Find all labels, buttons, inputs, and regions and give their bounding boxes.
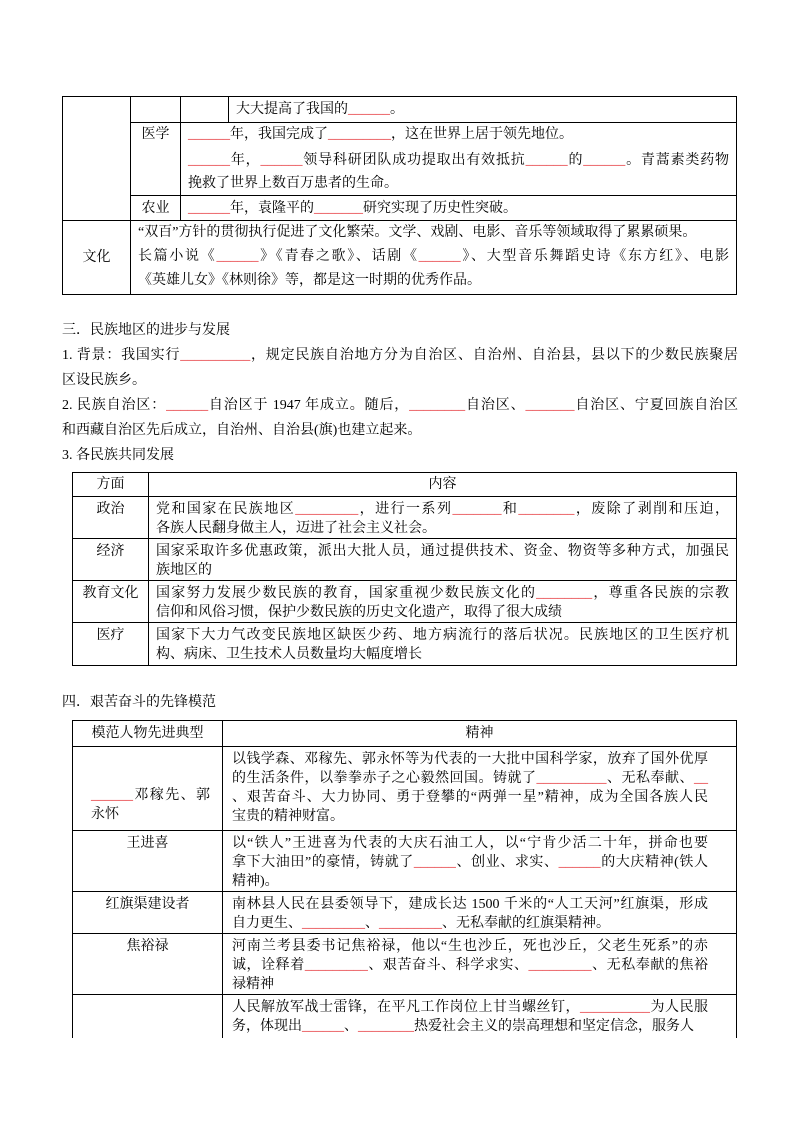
- aspect-label-education: 教育文化: [82, 586, 139, 601]
- text-line: 的生活条件，以拳拳赤子之心毅然回国。铸就了__________、无私奉献、__: [232, 771, 708, 786]
- paragraph: [80, 895, 215, 914]
- paragraph: [232, 998, 708, 1036]
- role-model-table: [72, 720, 737, 1038]
- blank-underline: __________: [180, 348, 251, 363]
- paragraph: [62, 393, 738, 443]
- paragraph: [80, 834, 215, 853]
- table-row-culture: [63, 221, 737, 295]
- text-line: 区设民族乡。: [62, 373, 146, 388]
- person-cell: [73, 934, 223, 995]
- category-cell-science: [63, 97, 131, 221]
- blank-underline: ______: [302, 1019, 344, 1034]
- aspect-label-economy: 经济: [96, 544, 125, 559]
- field-label-medicine: 医学: [141, 127, 170, 142]
- paragraph: [156, 584, 729, 622]
- blank-underline: __: [694, 771, 708, 786]
- text-line: ______年，袁隆平的_______研究实现了历史性突破。: [188, 197, 729, 220]
- text-line: 永怀: [91, 807, 119, 822]
- table-row-medicine: [63, 123, 737, 196]
- text-line: 、艰苦奋斗、大力协同、勇于登攀的“两弹一星”精神，成为全国各族人民: [232, 790, 708, 805]
- section-heading: 三．民族地区的进步与发展: [62, 323, 230, 338]
- table-row: [73, 995, 737, 1038]
- blank-underline: ______: [583, 153, 626, 168]
- text-line: 3. 各民族共同发展: [62, 448, 174, 463]
- aspect-cell: [73, 581, 149, 623]
- text-line: 族地区的: [156, 563, 212, 578]
- text-line: 王进喜: [126, 836, 169, 851]
- text-line: 务，体现出______、________热爱社会主义的崇高理想和坚定信念，服务人: [232, 1019, 694, 1034]
- paragraph: [232, 750, 708, 826]
- paragraph: [188, 149, 729, 195]
- text-line: 河南兰考县委书记焦裕禄，他以“生也沙丘，死也沙丘，父老生死系”的赤: [232, 939, 708, 954]
- spirit-cell: [223, 831, 737, 892]
- table-row: [73, 934, 737, 995]
- blank-underline: __________: [580, 1000, 650, 1015]
- person-cell: [73, 892, 223, 934]
- aspect-cell: [73, 497, 149, 539]
- text-line: 诚，诠释着_________、艰苦奋斗、科学求实、_________、无私奉献的焦裕: [232, 958, 709, 973]
- spirit-cell: [223, 747, 737, 831]
- content-cell: [149, 581, 737, 623]
- blank-underline: ______: [525, 153, 568, 168]
- blank-underline: ________: [409, 398, 466, 413]
- blank-underline: ________: [536, 586, 593, 601]
- text-line: 以“铁人”王进喜为代表的大庆石油工人，以“宁肯少活二十年，拼命也要: [232, 836, 708, 851]
- paragraph: [138, 221, 729, 245]
- table-row: [73, 581, 737, 623]
- blank-underline: _______: [452, 502, 502, 517]
- content-cell-culture: [131, 221, 737, 295]
- blank-underline: ________: [518, 502, 575, 517]
- table-row: [73, 892, 737, 934]
- header-person: 模范人物先进典型: [91, 726, 204, 741]
- blank-underline: ______: [166, 398, 209, 413]
- ethnic-development-table: [72, 472, 737, 666]
- blank-underline: ______: [91, 788, 133, 803]
- text-line: 以钱学森、邓稼先、郭永怀等为代表的一大批中国科学家，放弃了国外优厚: [232, 752, 708, 767]
- paragraph: [62, 443, 738, 468]
- paragraph: [91, 786, 210, 824]
- header-cell-aspect: [73, 473, 149, 497]
- table-row: [73, 747, 737, 831]
- text-line: 精神)。: [232, 874, 279, 889]
- empty-cell: [181, 97, 229, 123]
- blank-underline: ______: [188, 153, 230, 168]
- aspect-label-politics: 政治: [96, 502, 125, 517]
- field-label-agriculture: 农业: [141, 200, 170, 216]
- table-row: [73, 831, 737, 892]
- person-cell: [73, 747, 223, 831]
- header-cell-spirit: [223, 721, 737, 747]
- header-cell-person: [73, 721, 223, 747]
- person-cell: [73, 995, 223, 1038]
- section-body: [62, 343, 738, 468]
- text-line: ______年，我国完成了_________，这在世界上居于领先地位。: [188, 123, 729, 146]
- blank-underline: ________: [358, 1019, 414, 1034]
- content-cell: [149, 497, 737, 539]
- text-line: ______邓稼先、郭: [91, 788, 210, 803]
- paragraph: [156, 500, 729, 538]
- text-line: 《英雄儿女》《林则徐》等，都是这一时期的优秀作品。: [138, 273, 481, 288]
- paragraph: [80, 937, 215, 956]
- text-line: ______年，______领导科研团队成功提取出有效抵抗______的______。青蒿素类药物: [188, 149, 729, 172]
- section-role-models: [62, 690, 738, 715]
- spirit-cell: [223, 892, 737, 934]
- aspect-label-medical: 医疗: [96, 628, 125, 643]
- paragraph: [188, 197, 729, 220]
- table-row: [63, 97, 737, 123]
- aspect-cell: [73, 623, 149, 666]
- blank-underline: _________: [328, 127, 391, 142]
- table-row: [73, 539, 737, 581]
- text-line: 宝贵的精神财富。: [232, 809, 344, 824]
- section-heading: 四．艰苦奋斗的先锋模范: [62, 695, 216, 710]
- table-row: [73, 623, 737, 666]
- blank-underline: _________: [304, 958, 368, 973]
- paragraph: [62, 343, 738, 393]
- category-cell-culture: [63, 221, 131, 295]
- text-line: 国家采取许多优惠政策，派出大批人员，通过提供技术、资金、物资等多种方式，加强民: [156, 544, 729, 559]
- text-line: 长篇小说《______》《青春之歌》、话剧《______》、大型音乐舞蹈史诗《东方红》、电影: [138, 245, 729, 269]
- text-line: 构、病床、卫生技术人员数量均大幅度增长: [156, 647, 422, 662]
- table-row-agriculture: [63, 196, 737, 221]
- category-label-culture: 文化: [82, 249, 111, 265]
- paragraph: [188, 123, 729, 146]
- text-line: 2. 民族自治区：______自治区于 1947 年成立。随后，________自治区、_______自治区、宁夏回族自治区: [62, 393, 738, 418]
- header-aspect: 方面: [96, 477, 125, 492]
- header-content: 内容: [428, 477, 457, 492]
- text-line: “双百”方针的贯彻执行促进了文化繁荣。文学、戏剧、电影、音乐等领域取得了累累硕果。: [138, 225, 697, 240]
- blank-underline: ______: [418, 249, 461, 264]
- text-line: 和西藏自治区先后成立，自治州、自治县(旗)也建立起来。: [62, 423, 422, 438]
- field-label-cell: [131, 196, 181, 221]
- empty-cell: [131, 97, 181, 123]
- blank-underline: _________: [379, 916, 442, 931]
- section-ethnic-regions: [62, 318, 738, 468]
- blank-underline: ______: [558, 855, 601, 870]
- text-line: 国家下大力气改变民族地区缺医少药、地方病流行的落后状况。民族地区的卫生医疗机: [156, 628, 729, 643]
- text-line: 党和国家在民族地区_________，进行一系列_______和________，废除了剥削和压迫，: [156, 502, 730, 517]
- spirit-cell: [223, 934, 737, 995]
- text-line: 挽救了世界上数百万患者的生命。: [188, 176, 398, 191]
- blank-underline: _________: [528, 958, 592, 973]
- blank-underline: ______: [188, 200, 230, 216]
- person-cell: [73, 831, 223, 892]
- paragraph: [156, 542, 729, 580]
- field-label-cell: [131, 123, 181, 196]
- paragraph: [236, 98, 729, 122]
- blank-underline: __________: [536, 771, 607, 786]
- table-header-row: [73, 721, 737, 747]
- text-line: 南林县人民在县委领导下，建成长达 1500 千米的“人工天河”红旗渠，形成: [232, 897, 708, 912]
- table-header-row: [73, 473, 737, 497]
- table-row: [73, 497, 737, 539]
- blank-underline: ______: [188, 127, 230, 142]
- blank-underline: _________: [302, 916, 365, 931]
- text-line: 自力更生、_________、_________、无私奉献的红旗渠精神。: [232, 916, 610, 931]
- blank-underline: _______: [525, 398, 575, 413]
- blank-underline: _________: [295, 502, 359, 517]
- text-line: 禄精神: [232, 977, 274, 992]
- text-line: 1. 背景：我国实行__________，规定民族自治地方分为自治区、自治州、自治县，县以下的少数民族聚居: [62, 343, 738, 368]
- text-line: 大大提高了我国的______。: [236, 98, 729, 122]
- paragraph: [232, 895, 708, 933]
- content-cell-medicine: [181, 123, 737, 196]
- paragraph: [232, 834, 708, 891]
- blank-underline: ______: [413, 855, 456, 870]
- blank-underline: ______: [216, 249, 259, 264]
- spirit-cell: [223, 995, 737, 1038]
- paragraph: [232, 937, 708, 994]
- blank-underline: _______: [314, 200, 363, 216]
- text-line: 拿下大油田”的豪情，铸就了______、创业、求实、______的大庆精神(铁人: [232, 855, 709, 870]
- header-spirit: 精神: [465, 726, 494, 741]
- content-cell-agriculture: [181, 196, 737, 221]
- text-line: 人民解放军战士雷锋，在平凡工作岗位上甘当螺丝钉，__________为人民服: [232, 1000, 708, 1015]
- text-line: 各族人民翻身做主人，迈进了社会主义社会。: [156, 521, 436, 536]
- blank-underline: ______: [260, 153, 303, 168]
- text-line: 国家努力发展少数民族的教育，国家重视少数民族文化的________，尊重各民族的宗教: [156, 586, 730, 601]
- content-cell: [149, 539, 737, 581]
- text-line: 信仰和风俗习惯，保护少数民族的历史文化遗产，取得了很大成绩: [156, 605, 562, 620]
- blank-underline: ______: [348, 101, 390, 117]
- header-cell-content: [149, 473, 737, 497]
- content-cell: [149, 623, 737, 666]
- content-cell: [229, 97, 737, 123]
- text-line: 焦裕禄: [126, 939, 169, 954]
- paragraph: [138, 245, 729, 293]
- achievements-table: [62, 96, 737, 295]
- text-line: 红旗渠建设者: [105, 897, 190, 912]
- aspect-cell: [73, 539, 149, 581]
- paragraph: [156, 626, 729, 664]
